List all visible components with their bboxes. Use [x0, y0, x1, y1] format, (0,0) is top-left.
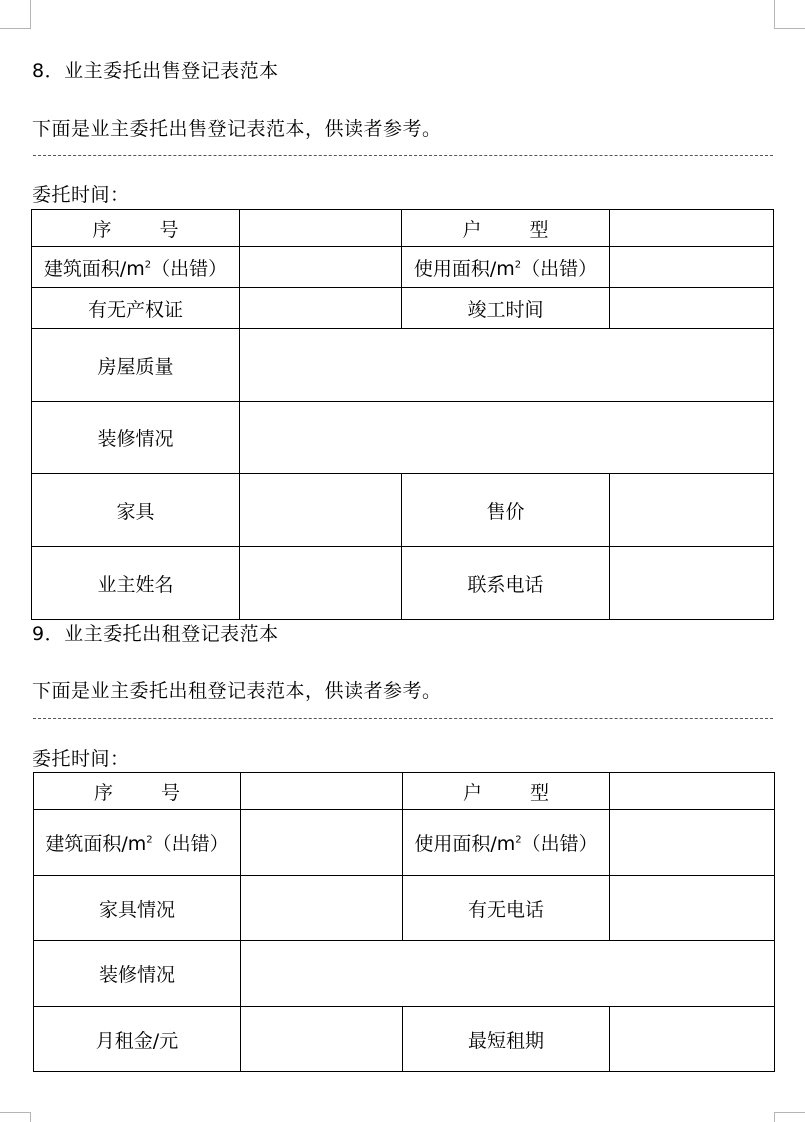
- use-area-value-cell[interactable]: [610, 810, 775, 876]
- table-row: [34, 941, 775, 1007]
- table-row: [34, 810, 775, 876]
- phone-label: 联系电话: [402, 547, 610, 620]
- build-area-value-cell[interactable]: [241, 810, 403, 876]
- table-row: [34, 773, 775, 810]
- table-row: [32, 547, 774, 620]
- table-row: [32, 288, 774, 329]
- furniture-label: 家具: [32, 474, 240, 547]
- use-area-label: 使用面积$/m^2$（出错）: [402, 247, 610, 288]
- table-row: [32, 474, 774, 547]
- furniture-value-cell[interactable]: [240, 474, 402, 547]
- property-cert-value-cell[interactable]: [240, 288, 402, 329]
- layout-label: 户 型: [403, 773, 610, 810]
- sale-entrust-time-label: 委托时间：: [32, 184, 130, 206]
- decoration-label: 装修情况: [34, 941, 241, 1007]
- table-row: [32, 329, 774, 402]
- price-label: 售价: [402, 474, 610, 547]
- sale-intro: 下面是业主委托出售登记表范本，供读者参考。: [32, 118, 442, 140]
- completion-time-value-cell[interactable]: [610, 288, 774, 329]
- owner-name-value-cell[interactable]: [240, 547, 402, 620]
- price-value-cell[interactable]: [610, 474, 774, 547]
- has-phone-label: 有无电话: [403, 876, 610, 941]
- table-row: [32, 402, 774, 474]
- house-quality-value-cell[interactable]: [240, 329, 774, 402]
- rent-heading: 9．业主委托出租登记表范本: [32, 623, 279, 645]
- house-quality-label: 房屋质量: [32, 329, 240, 402]
- serial-label: 序 号: [34, 773, 241, 810]
- furniture-value-cell[interactable]: [241, 876, 403, 941]
- serial-label: 序 号: [32, 210, 240, 247]
- owner-name-label: 业主姓名: [32, 547, 240, 620]
- rent-intro: 下面是业主委托出租登记表范本，供读者参考。: [32, 680, 442, 702]
- sale-registration-table: [31, 209, 774, 620]
- furniture-label: 家具情况: [34, 876, 241, 941]
- monthly-rent-value-cell[interactable]: [241, 1007, 403, 1072]
- build-area-value-cell[interactable]: [240, 247, 402, 288]
- use-area-value-cell[interactable]: [610, 247, 774, 288]
- serial-value-cell[interactable]: [241, 773, 403, 810]
- min-term-value-cell[interactable]: [610, 1007, 775, 1072]
- table-row: [32, 247, 774, 288]
- rent-entrust-time-label: 委托时间：: [32, 748, 130, 770]
- layout-value-cell[interactable]: [610, 210, 774, 247]
- build-area-label: 建筑面积$/m^2$（出错）: [34, 810, 241, 876]
- property-cert-label: 有无产权证: [32, 288, 240, 329]
- monthly-rent-label: 月租金/元: [34, 1007, 241, 1072]
- decoration-value-cell[interactable]: [240, 402, 774, 474]
- rent-divider: [33, 718, 773, 719]
- layout-label: 户 型: [402, 210, 610, 247]
- crop-mark-top-left: [0, 0, 31, 29]
- rent-registration-table: [33, 772, 775, 1072]
- min-term-label: 最短租期: [403, 1007, 610, 1072]
- sale-heading: 8．业主委托出售登记表范本: [32, 60, 279, 82]
- completion-time-label: 竣工时间: [402, 288, 610, 329]
- use-area-label: 使用面积$/m^2$（出错）: [403, 810, 610, 876]
- layout-value-cell[interactable]: [610, 773, 775, 810]
- decoration-label: 装修情况: [32, 402, 240, 474]
- build-area-label: 建筑面积$/m^2$（出错）: [32, 247, 240, 288]
- table-row: [34, 1007, 775, 1072]
- decoration-value-cell[interactable]: [241, 941, 775, 1007]
- table-row: [32, 210, 774, 247]
- phone-value-cell[interactable]: [610, 547, 774, 620]
- has-phone-value-cell[interactable]: [610, 876, 775, 941]
- serial-value-cell[interactable]: [240, 210, 402, 247]
- crop-mark-top-right: [774, 0, 805, 29]
- table-row: [34, 876, 775, 941]
- sale-divider: [33, 155, 773, 156]
